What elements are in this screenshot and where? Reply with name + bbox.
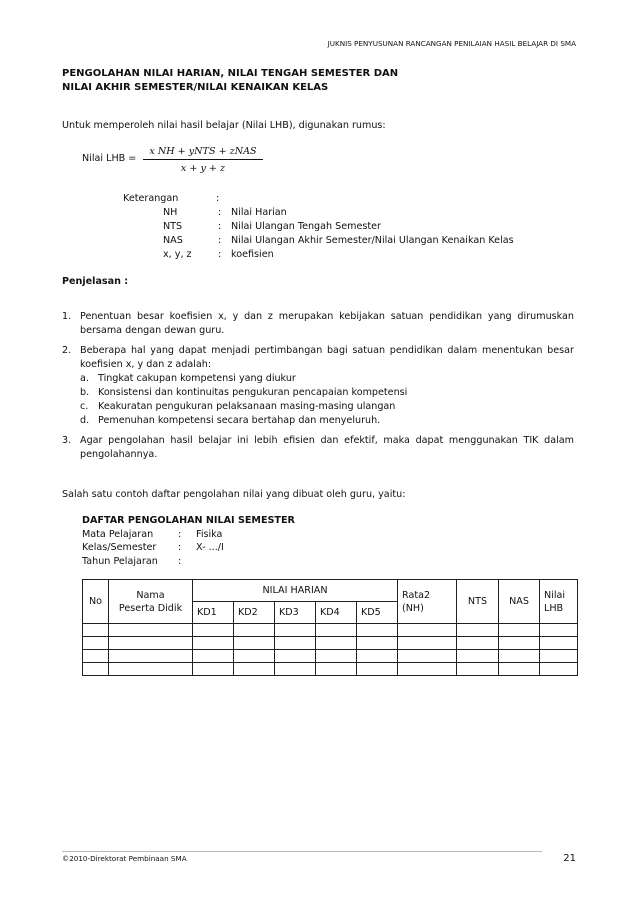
header-kd: KD3 xyxy=(275,602,316,624)
list-item xyxy=(62,434,574,462)
table-cell xyxy=(316,624,357,637)
table-cell xyxy=(109,624,193,637)
header-nilai-harian: NILAI HARIAN xyxy=(193,580,398,602)
table-body xyxy=(83,624,578,676)
keterangan-heading: Keterangan xyxy=(123,193,179,204)
table-cell xyxy=(316,663,357,676)
sub-list-text: Konsistensi dan kontinuitas pengukuran pencapaian kompetensi xyxy=(98,387,408,398)
table-cell xyxy=(234,650,275,663)
sub-list-letter: c. xyxy=(80,401,89,412)
section-title xyxy=(62,67,562,95)
header-nilai-lhb-line1: Nilai xyxy=(544,589,566,601)
keterangan-sep: : xyxy=(218,221,222,232)
meta-row xyxy=(82,528,382,542)
table-cell xyxy=(275,663,316,676)
keterangan-block xyxy=(123,193,583,263)
header-nama-line1: Nama xyxy=(136,589,165,601)
list-item-number: 2. xyxy=(62,345,72,356)
table-row xyxy=(83,650,578,663)
table-row xyxy=(83,624,578,637)
table-cell xyxy=(398,663,457,676)
keterangan-term: NH xyxy=(163,207,178,218)
sub-list-letter: d. xyxy=(80,415,90,426)
sub-list-item xyxy=(80,400,574,414)
header-kd: KD1 xyxy=(193,602,234,624)
fraction-bar xyxy=(143,159,263,160)
daftar-title: DAFTAR PENGOLAHAN NILAI SEMESTER xyxy=(82,515,295,526)
header-nilai-lhb xyxy=(540,580,578,624)
table-cell xyxy=(275,624,316,637)
sub-list-text: Keakuratan pengukuran pelaksanaan masing-masing ulangan xyxy=(98,401,396,412)
keterangan-desc: Nilai Ulangan Akhir Semester/Nilai Ulangan Kenaikan Kelas xyxy=(231,235,514,246)
penjelasan-heading: Penjelasan : xyxy=(62,276,129,287)
keterangan-desc: Nilai Ulangan Tengah Semester xyxy=(231,221,382,232)
formula-denominator: x + y + z xyxy=(180,163,226,174)
section-title-line1: PENGOLAHAN NILAI HARIAN, NILAI TENGAH SEMESTER DAN xyxy=(62,68,399,79)
table-cell xyxy=(275,637,316,650)
running-header: JUKNIS PENYUSUNAN RANCANGAN PENILAIAN HASIL BELAJAR DI SMA xyxy=(327,39,576,48)
formula-fraction xyxy=(143,146,263,174)
penjelasan-list xyxy=(62,310,574,468)
meta-row xyxy=(82,555,382,569)
header-nas: NAS xyxy=(499,580,540,624)
table-cell xyxy=(457,663,499,676)
sub-list-text: Tingkat cakupan kompetensi yang diukur xyxy=(98,373,296,384)
sub-list-letter: b. xyxy=(80,387,90,398)
meta-key: Kelas/Semester xyxy=(82,542,157,553)
table-row xyxy=(83,637,578,650)
meta-value: Fisika xyxy=(196,528,223,540)
table-cell xyxy=(398,637,457,650)
table-cell xyxy=(83,663,109,676)
contoh-paragraph: Salah satu contoh daftar pengolahan nilai yang dibuat oleh guru, yaitu: xyxy=(62,489,406,500)
intro-paragraph: Untuk memperoleh nilai hasil belajar (Nilai LHB), digunakan rumus: xyxy=(62,120,386,131)
footer-divider xyxy=(62,851,542,852)
table-cell xyxy=(193,624,234,637)
header-nama-line2: Peserta Didik xyxy=(118,602,183,614)
table-cell xyxy=(83,637,109,650)
table-cell xyxy=(193,650,234,663)
meta-colon: : xyxy=(178,542,182,553)
keterangan-desc: koefisien xyxy=(231,249,274,260)
table-cell xyxy=(193,637,234,650)
keterangan-desc: Nilai Harian xyxy=(231,207,287,218)
header-rata-line2: (NH) xyxy=(402,602,424,614)
section-title-line2: NILAI AKHIR SEMESTER/NILAI KENAIKAN KELAS xyxy=(62,82,329,93)
header-rata xyxy=(398,580,457,624)
sub-list-text: Pemenuhan kompetensi secara bertahap dan menyeluruh. xyxy=(98,415,381,426)
sub-list-item xyxy=(80,386,574,400)
list-item-text: Penentuan besar koefisien x, y dan z merupakan kebijakan satuan pendidikan yang dirumuskan bersama dengan dewan guru. xyxy=(80,311,574,336)
keterangan-term: NAS xyxy=(163,235,183,246)
header-nama xyxy=(109,580,193,624)
list-item-number: 1. xyxy=(62,311,72,322)
table-cell xyxy=(316,637,357,650)
header-kd: KD4 xyxy=(316,602,357,624)
daftar-block xyxy=(82,514,382,568)
nilai-table xyxy=(82,579,578,676)
table-cell xyxy=(234,663,275,676)
table-cell xyxy=(457,637,499,650)
keterangan-term: x, y, z xyxy=(163,249,192,260)
table-cell xyxy=(457,650,499,663)
meta-row xyxy=(82,541,382,555)
sub-list-item xyxy=(80,372,574,386)
table-cell xyxy=(234,637,275,650)
table-cell xyxy=(357,624,398,637)
table-cell xyxy=(357,650,398,663)
table-row xyxy=(83,663,578,676)
table-cell xyxy=(540,637,578,650)
table-cell xyxy=(540,624,578,637)
table-cell xyxy=(499,650,540,663)
table-cell xyxy=(398,624,457,637)
table-cell xyxy=(316,650,357,663)
header-nts: NTS xyxy=(457,580,499,624)
table-cell xyxy=(499,624,540,637)
table-cell xyxy=(109,637,193,650)
table-cell xyxy=(109,663,193,676)
table-cell xyxy=(357,637,398,650)
list-item xyxy=(62,310,574,338)
header-no: No xyxy=(83,580,109,624)
list-item-number: 3. xyxy=(62,435,72,446)
table-cell xyxy=(398,650,457,663)
keterangan-term: NTS xyxy=(163,221,183,232)
list-item-text: Agar pengolahan hasil belajar ini lebih efisien dan efektif, maka dapat menggunakan TIK dalam pengolahannya. xyxy=(80,435,574,460)
table-cell xyxy=(275,650,316,663)
table-cell xyxy=(499,637,540,650)
table-cell xyxy=(193,663,234,676)
table-cell xyxy=(499,663,540,676)
header-kd: KD5 xyxy=(357,602,398,624)
meta-colon: : xyxy=(178,555,182,567)
table-cell xyxy=(83,624,109,637)
keterangan-sep: : xyxy=(218,249,222,260)
list-item xyxy=(62,344,574,428)
meta-colon: : xyxy=(178,528,182,540)
table-cell xyxy=(234,624,275,637)
table-cell xyxy=(540,663,578,676)
meta-key: Mata Pelajaran xyxy=(82,528,154,540)
keterangan-sep: : xyxy=(218,235,222,246)
table-cell xyxy=(109,650,193,663)
header-nilai-lhb-line2: LHB xyxy=(544,602,564,614)
table-cell xyxy=(357,663,398,676)
sub-list-item xyxy=(80,414,574,428)
keterangan-colon: : xyxy=(216,193,220,204)
list-item-text: Beberapa hal yang dapat menjadi pertimbangan bagi satuan pendidikan dalam menentukan besar koefisien x, y dan z adalah: xyxy=(80,345,574,370)
page-number: 21 xyxy=(563,853,576,864)
footer-copyright: ©2010-Direktorat Pembinaan SMA xyxy=(62,854,187,863)
formula-numerator: x NH + yNTS + zNAS xyxy=(149,146,257,157)
table-cell xyxy=(540,650,578,663)
meta-key: Tahun Pelajaran xyxy=(82,555,158,567)
table-cell xyxy=(457,624,499,637)
header-rata-line1: Rata2 xyxy=(402,589,431,601)
keterangan-sep: : xyxy=(218,207,222,218)
meta-value: X- .../I xyxy=(196,542,224,553)
sub-list-letter: a. xyxy=(80,373,89,384)
table-cell xyxy=(83,650,109,663)
formula-label: Nilai LHB = xyxy=(82,153,137,164)
header-kd: KD2 xyxy=(234,602,275,624)
